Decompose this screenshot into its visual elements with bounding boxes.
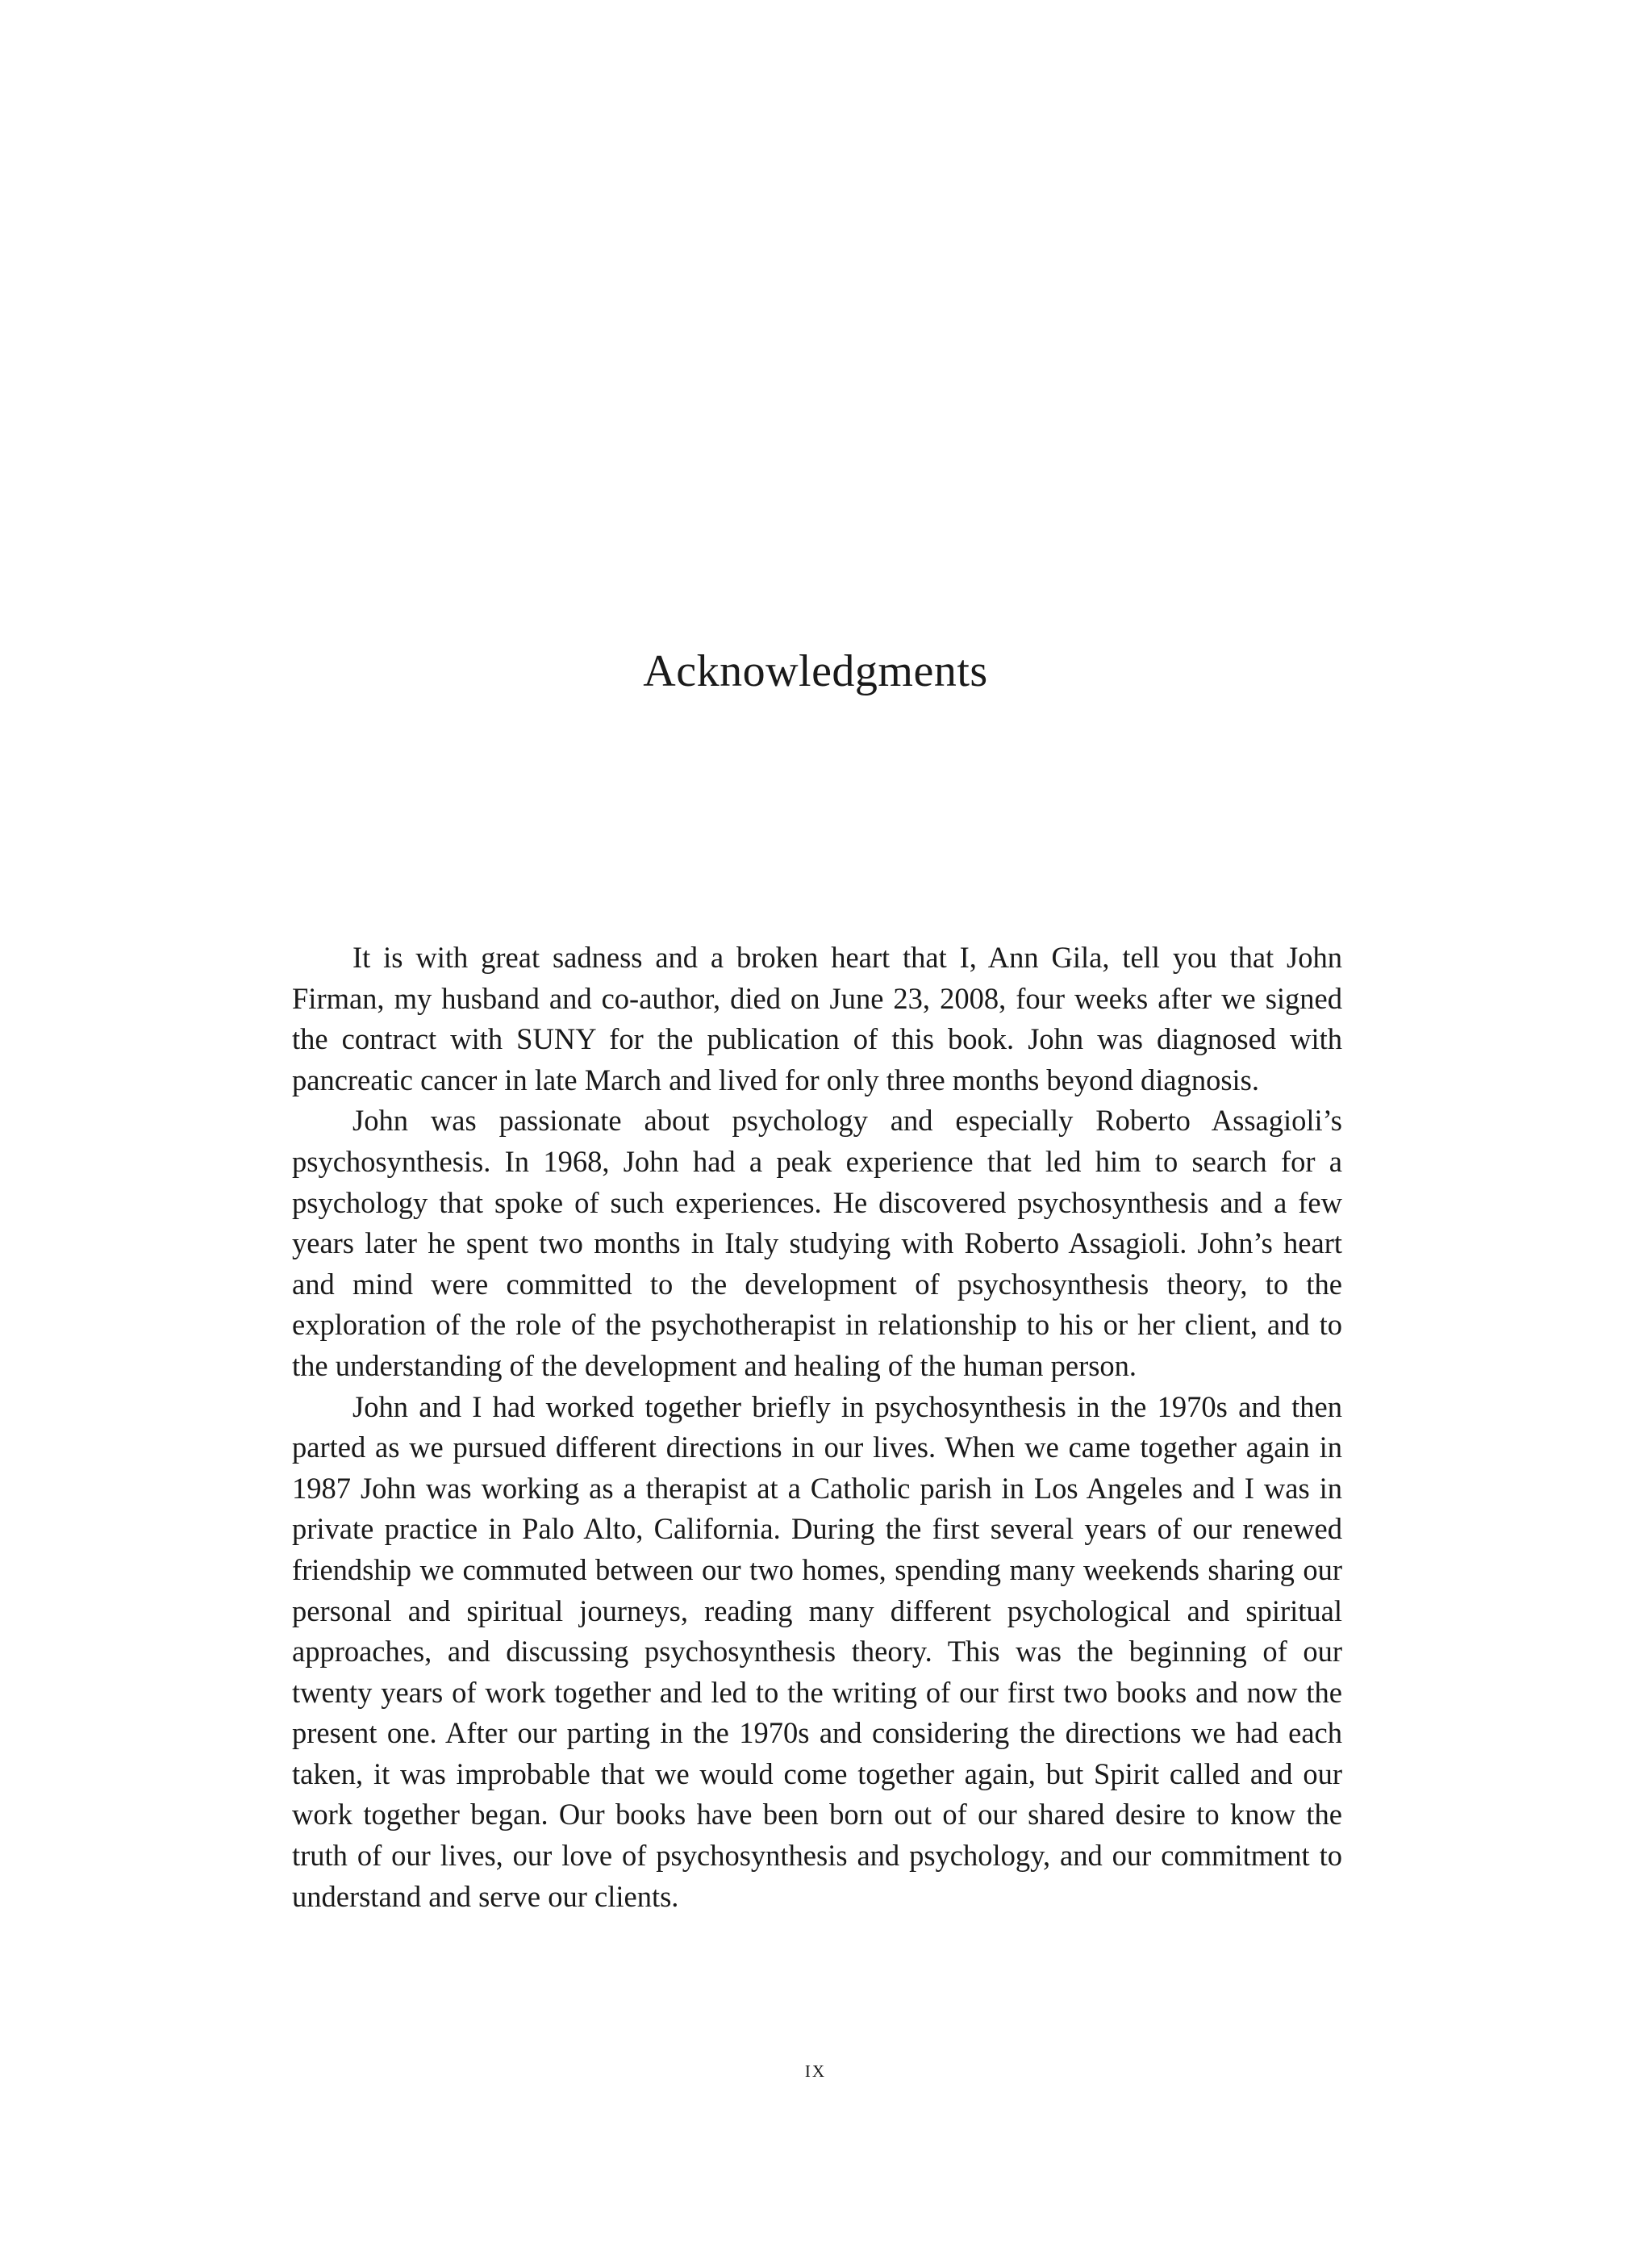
chapter-title: Acknowledgments [643, 646, 988, 696]
paragraph: John was passionate about psychology and especially Roberto Assagioli’s psychosynthesis. In 1968, John had a peak experience that led him to search for a psychology that spoke of such experiences. He discovered psychosynthesis and a few years later he spent two months in Italy studying with Roberto Assagioli. John’s heart and mind were committed to the development of psychosynthesis theory, to the exploration of the role of the psychotherapist in relationship to his or her client, and to the understanding of the development and healing of the human person. [292, 1104, 1342, 1382]
paragraph: It is with great sadness and a broken heart that I, Ann Gila, tell you that John Firman, my husband and co-author, died on June 23, 2008, four weeks after we signed the contract with SUNY for the publication of this book. John was diagnosed with pancreatic cancer in late March and lived for only three months beyond diagnosis. [292, 941, 1342, 1096]
page-number: ix [804, 2056, 827, 2082]
paragraph: John and I had worked together briefly in psychosynthesis in the 1970s and then parted as we pursued different directions in our lives. When we came together again in 1987 John was working as a therapist at a Catholic parish in Los Angeles and I was in private practice in Palo Alto, California. During the first several years of our renewed friendship we commuted between our two homes, spending many weekends sharing our personal and spiritual journeys, reading many different psychological and spiritual approaches, and discussing psychosynthesis theory. This was the beginning of our twenty years of work together and led to the writing of our first two books and now the present one. After our parting in the 1970s and considering the directions we had each taken, it was improbable that we would come together again, but Spirit called and our work together began. Our books have been born out of our shared desire to know the truth of our lives, our love of psychosynthesis and psychology, and our commitment to understand and serve our clients. [292, 1389, 1342, 1913]
body-text [292, 938, 1342, 1917]
